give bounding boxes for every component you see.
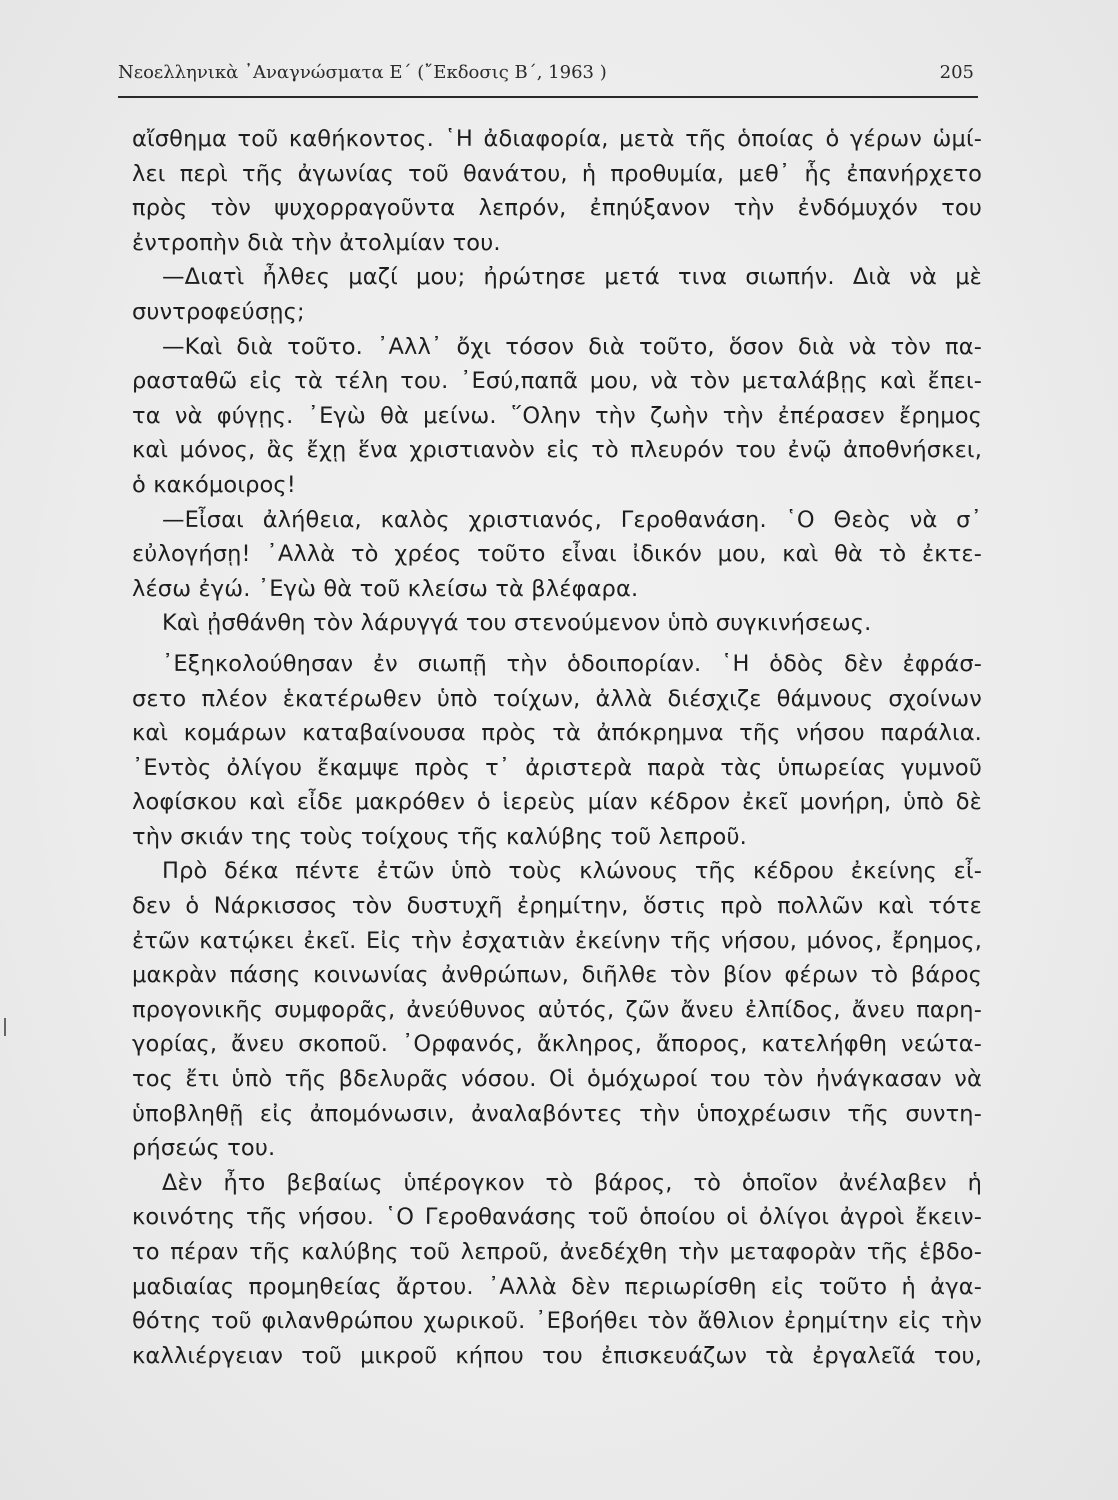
text-line: τὴν σκιάν της τοὺς τοίχους τῆς καλύβης τοῦ λεπροῦ. — [132, 823, 747, 850]
text-line: ρήσεώς του. — [132, 1135, 276, 1162]
text-line: μακρὰν πάσης κοινωνίας ἀνθρώπων, διῆλθε τὸν βίον φέρων τὸ βάρος — [132, 962, 982, 989]
text-line: ὁ κακόμοιρος! — [132, 471, 296, 498]
text-line: ὑποβληθῇ εἰς ἀπομόνωσιν, ἀναλαβόντες τὴν ὑποχρέωσιν τῆς συντη- — [132, 1100, 982, 1127]
text-line: ἐντροπὴν διὰ τὴν ἀτολμίαν του. — [132, 229, 501, 256]
page-number: 205 — [939, 62, 974, 83]
text-line: καὶ μόνος, ἂς ἔχῃ ἕνα χριστιανὸν εἰς τὸ πλευρόν του ἐνῷ ἀποθνήσκει, — [132, 437, 982, 464]
header-title: Νεοελληνικὰ ᾽Αναγνώσματα Ε΄ (῎Εκδοσις Β΄, 1963 ) — [118, 62, 607, 83]
margin-mark — [4, 1018, 6, 1036]
text-line: ᾽Εντὸς ὀλίγου ἔκαμψε πρὸς τ᾽ ἀριστερὰ παρὰ τὰς ὑπωρείας γυμνοῦ — [132, 754, 982, 781]
text-line: συντροφεύσῃς; — [132, 298, 305, 325]
text-line: τα νὰ φύγῃς. ᾽Εγὼ θὰ μείνω. ῞Ολην τὴν ζωὴν τὴν ἐπέρασεν ἔρημος — [132, 402, 982, 429]
text-line: θότης τοῦ φιλανθρώπου χωρικοῦ. ᾽Εβοήθει τὸν ἄθλιον ἐρημίτην εἰς τὴν — [132, 1308, 982, 1335]
text-line: αἴσθημα τοῦ καθήκοντος. ῾Η ἀδιαφορία, μετὰ τῆς ὁποίας ὁ γέρων ὡμί- — [132, 126, 982, 152]
text-line: λέσω ἐγώ. ᾽Εγὼ θὰ τοῦ κλείσω τὰ βλέφαρα. — [132, 575, 639, 602]
text-line: γορίας, ἄνευ σκοποῦ. ᾽Ορφανός, ἄκληρος, ἄπορος, κατελήφθη νεώτα- — [132, 1031, 982, 1058]
text-line: ἐτῶν κατῴκει ἐκεῖ. Εἰς τὴν ἐσχατιὰν ἐκείνην τῆς νήσου, μόνος, ἔρημος, — [132, 927, 982, 954]
text-line: προγονικῆς συμφορᾶς, ἀνεύθυνος αὐτός, ζῶν ἄνευ ἐλπίδος, ἄνευ παρη- — [132, 996, 982, 1023]
text-line: καλλιέργειαν τοῦ μικροῦ κήπου του ἐπισκευάζων τὰ ἐργαλεῖά του, — [132, 1342, 982, 1369]
text-line: μαδιαίας προμηθείας ἄρτου. ᾽Αλλὰ δὲν περιωρίσθη εἰς τοῦτο ἡ ἀγα- — [132, 1273, 982, 1300]
text-line: λει περὶ τῆς ἀγωνίας τοῦ θανάτου, ἡ προθυμία, μεθ᾽ ἧς ἐπανήρχετο — [132, 160, 982, 187]
text-line: σετο πλέον ἑκατέρωθεν ὑπὸ τοίχων, ἀλλὰ διέσχιζε θάμνους σχοίνων — [132, 685, 982, 712]
text-line: εὐλογήσῃ! ᾽Αλλὰ τὸ χρέος τοῦτο εἶναι ἰδικόν μου, καὶ θὰ τὸ ἐκτε- — [132, 541, 982, 568]
text-line: Δὲν ἦτο βεβαίως ὑπέρογκον τὸ βάρος, τὸ ὁποῖον ἀνέλαβεν ἡ — [162, 1169, 982, 1196]
text-line: —Καὶ διὰ τοῦτο. ᾽Αλλ᾽ ὄχι τόσον διὰ τοῦτο, ὅσον διὰ νὰ τὸν πα- — [162, 333, 982, 360]
text-line: ρασταθῶ εἰς τὰ τέλη του. ᾽Εσύ,παπᾶ μου, νὰ τὸν μεταλάβῃς καὶ ἔπει- — [132, 368, 982, 395]
text-line: —Εἶσαι ἀλήθεια, καλὸς χριστιανός, Γεροθανάση. ῾Ο Θεὸς νὰ σ᾽ — [162, 506, 982, 533]
body-text — [132, 122, 982, 1373]
text-line: καὶ κομάρων καταβαίνουσα πρὸς τὰ ἀπόκρημνα τῆς νήσου παράλια. — [132, 720, 982, 747]
text-line: κοινότης τῆς νήσου. ῾Ο Γεροθανάσης τοῦ ὁποίου οἱ ὀλίγοι ἀγροὶ ἔκειν- — [132, 1204, 982, 1231]
text-line: ᾽Εξηκολούθησαν ἐν σιωπῇ τὴν ὁδοιπορίαν. ῾Η ὁδὸς δὲν ἐφράσ- — [162, 650, 982, 677]
running-header — [118, 60, 978, 98]
text-line: δεν ὁ Νάρκισσος τὸν δυστυχῆ ἐρημίτην, ὅστις πρὸ πολλῶν καὶ τότε — [132, 893, 982, 920]
text-line: το πέραν τῆς καλύβης τοῦ λεπροῦ, ἀνεδέχθη τὴν μεταφορὰν τῆς ἑβδο- — [132, 1239, 982, 1265]
text-line: λοφίσκου καὶ εἶδε μακρόθεν ὁ ἱερεὺς μίαν κέδρον ἐκεῖ μονήρη, ὑπὸ δὲ — [132, 789, 982, 816]
text-line: Πρὸ δέκα πέντε ἐτῶν ὑπὸ τοὺς κλώνους τῆς κέδρου ἐκείνης εἶ- — [162, 858, 982, 885]
text-line: —Διατὶ ἦλθες μαζί μου; ἠρώτησε μετά τινα σιωπήν. Διὰ νὰ μὲ — [162, 264, 982, 291]
text-line: τος ἔτι ὑπὸ τῆς βδελυρᾶς νόσου. Οἱ ὁμόχωροί του τὸν ἠνάγκασαν νὰ — [132, 1066, 982, 1093]
text-line: Καὶ ᾐσθάνθη τὸν λάρυγγά του στενούμενον ὑπὸ συγκινήσεως. — [162, 610, 872, 637]
text-line: πρὸς τὸν ψυχορραγοῦντα λεπρόν, ἐπηύξανον τὴν ἐνδόμυχόν του — [132, 195, 982, 222]
